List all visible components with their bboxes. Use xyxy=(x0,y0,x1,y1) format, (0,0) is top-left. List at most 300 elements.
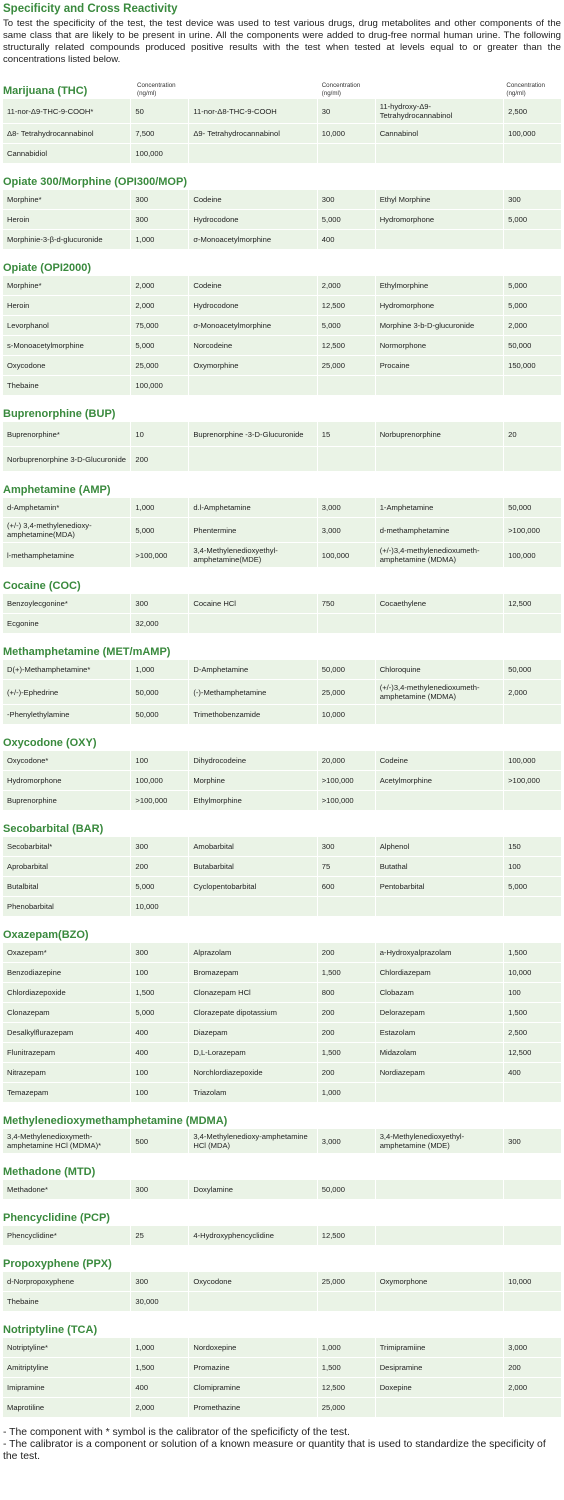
table-row xyxy=(3,857,561,876)
compound-name-cell: Nordoxepine xyxy=(189,1338,316,1357)
compound-name-cell: Δ9- Tetrahydrocannabinol xyxy=(189,124,316,143)
concentration-cell: 300 xyxy=(318,837,375,856)
concentration-cell xyxy=(504,447,561,471)
compound-name-cell: Levorphanol xyxy=(3,316,130,335)
compound-name-cell: Δ8- Tetrahydrocannabinol xyxy=(3,124,130,143)
compound-name-cell: Benzoylecgonine* xyxy=(3,594,130,613)
concentration-cell: 25,000 xyxy=(318,1272,375,1291)
compound-name-cell: Flunitrazepam xyxy=(3,1043,130,1062)
concentration-cell: 25,000 xyxy=(131,356,188,375)
concentration-cell: 2,500 xyxy=(504,99,561,123)
compound-name-cell xyxy=(189,144,316,163)
compound-name-cell: Temazepam xyxy=(3,1083,130,1102)
compound-name-cell: Ethylmorphine xyxy=(376,276,503,295)
concentration-cell xyxy=(504,230,561,249)
concentration-cell: >100,000 xyxy=(504,771,561,790)
compound-name-cell: s-Monoacetylmorphine xyxy=(3,336,130,355)
compound-name-cell xyxy=(376,1083,503,1102)
compound-name-cell: Thebaine xyxy=(3,376,130,395)
table-row xyxy=(3,356,561,375)
compound-name-cell xyxy=(376,447,503,471)
table-row xyxy=(3,1358,561,1377)
table-row xyxy=(3,1338,561,1357)
compound-name-cell: Heroin xyxy=(3,210,130,229)
table-row xyxy=(3,1226,561,1245)
concentration-cell: 1,500 xyxy=(318,1358,375,1377)
compound-name-cell: Butalbital xyxy=(3,877,130,896)
concentration-cell xyxy=(318,1292,375,1311)
section-header xyxy=(3,401,561,421)
concentration-header: Concentration (ng/ml) xyxy=(506,82,545,97)
compound-name-cell: Oxycodone xyxy=(3,356,130,375)
concentration-cell: 300 xyxy=(131,1272,188,1291)
table-row xyxy=(3,614,561,633)
compound-name-cell: 3,4-Methylenedioxy-amphetamine HCl (MDA) xyxy=(189,1129,316,1153)
concentration-cell: 2,500 xyxy=(504,1023,561,1042)
table-row xyxy=(3,210,561,229)
concentration-cell: 200 xyxy=(318,1003,375,1022)
compound-name-cell: Alphenol xyxy=(376,837,503,856)
table-row xyxy=(3,1003,561,1022)
section-title: Phencyclidine (PCP) xyxy=(3,1212,110,1224)
compound-name-cell: -Phenylethylamine xyxy=(3,705,130,724)
compound-name-cell: Procaine xyxy=(376,356,503,375)
concentration-cell: 12,500 xyxy=(318,1226,375,1245)
compound-name-cell: Chlordiazepam xyxy=(376,963,503,982)
table-row xyxy=(3,983,561,1002)
compound-name-cell: d-methamphetamine xyxy=(376,518,503,542)
compound-name-cell: Secobarbital* xyxy=(3,837,130,856)
section-title: Opiate 300/Morphine (OPI300/MOP) xyxy=(3,176,187,188)
compound-name-cell xyxy=(376,897,503,916)
compound-name-cell: Bromazepam xyxy=(189,963,316,982)
concentration-cell: 12,500 xyxy=(504,1043,561,1062)
section-header xyxy=(3,922,561,942)
drug-section xyxy=(3,816,561,916)
concentration-cell: 2,000 xyxy=(504,316,561,335)
compound-name-cell: d-Amphetamin* xyxy=(3,498,130,517)
table-row xyxy=(3,791,561,810)
compound-name-cell: Hydromorphone xyxy=(376,210,503,229)
compound-name-cell: Triazolam xyxy=(189,1083,316,1102)
section-header xyxy=(3,169,561,189)
concentration-cell: 5,000 xyxy=(504,296,561,315)
concentration-cell: 100,000 xyxy=(131,144,188,163)
concentration-cell: 5,000 xyxy=(504,877,561,896)
concentration-cell: 3,000 xyxy=(318,498,375,517)
concentration-cell: 2,000 xyxy=(131,296,188,315)
concentration-cell: 5,000 xyxy=(131,518,188,542)
compound-name-cell: Nordiazepam xyxy=(376,1063,503,1082)
table-row xyxy=(3,376,561,395)
drug-section xyxy=(3,573,561,633)
compound-name-cell: Pentobarbital xyxy=(376,877,503,896)
table-row xyxy=(3,1378,561,1397)
concentration-cell: 400 xyxy=(131,1043,188,1062)
concentration-cell: 400 xyxy=(131,1378,188,1397)
table-row xyxy=(3,897,561,916)
compound-name-cell: 11-nor-Δ9-THC-9-COOH* xyxy=(3,99,130,123)
compound-name-cell: 3,4-Methylenedioxymeth-amphetamine HCl (MDMA)* xyxy=(3,1129,130,1153)
concentration-cell: 200 xyxy=(131,857,188,876)
table-row xyxy=(3,498,561,517)
section-header xyxy=(3,639,561,659)
concentration-cell: 12,500 xyxy=(318,1378,375,1397)
concentration-cell: 10,000 xyxy=(318,124,375,143)
table-row xyxy=(3,771,561,790)
compound-name-cell: Acetylmorphine xyxy=(376,771,503,790)
section-header xyxy=(3,816,561,836)
concentration-cell: 100,000 xyxy=(318,543,375,567)
compound-name-cell xyxy=(376,1226,503,1245)
compound-name-cell: Promethazine xyxy=(189,1398,316,1417)
concentration-cell: 100 xyxy=(131,751,188,770)
compound-name-cell: Notriptyline* xyxy=(3,1338,130,1357)
section-header xyxy=(3,730,561,750)
compound-name-cell: Cyclopentobarbital xyxy=(189,877,316,896)
concentration-cell: >100,000 xyxy=(318,791,375,810)
drug-section xyxy=(3,72,561,163)
table-row xyxy=(3,1272,561,1291)
compound-name-cell: l-methamphetamine xyxy=(3,543,130,567)
compound-name-cell: Amitriptyline xyxy=(3,1358,130,1377)
concentration-cell: 500 xyxy=(131,1129,188,1153)
compound-name-cell: (+/-)-Ephedrine xyxy=(3,680,130,704)
drug-section xyxy=(3,1251,561,1311)
compound-name-cell: Norbuprenorphine xyxy=(376,422,503,446)
compound-name-cell: Clomipramine xyxy=(189,1378,316,1397)
compound-name-cell: Midazolam xyxy=(376,1043,503,1062)
concentration-cell: 10,000 xyxy=(504,1272,561,1291)
concentration-cell: 50,000 xyxy=(131,705,188,724)
compound-name-cell: Phencyclidine* xyxy=(3,1226,130,1245)
concentration-cell: 5,000 xyxy=(131,336,188,355)
compound-name-cell: Hydromorphone xyxy=(3,771,130,790)
compound-name-cell: Clonazepam xyxy=(3,1003,130,1022)
table-row xyxy=(3,1063,561,1082)
concentration-cell: >100,000 xyxy=(318,771,375,790)
concentration-cell xyxy=(504,1083,561,1102)
concentration-cell: 300 xyxy=(131,943,188,962)
concentration-cell: 300 xyxy=(504,1129,561,1153)
table-row xyxy=(3,943,561,962)
concentration-cell: 1,000 xyxy=(131,498,188,517)
concentration-cell: 10,000 xyxy=(504,963,561,982)
concentration-cell: 100 xyxy=(131,1083,188,1102)
concentration-cell: 100,000 xyxy=(504,124,561,143)
table-row xyxy=(3,1043,561,1062)
concentration-cell: 20 xyxy=(504,422,561,446)
concentration-cell: 300 xyxy=(131,837,188,856)
section-title: Methadone (MTD) xyxy=(3,1166,96,1178)
concentration-cell: 800 xyxy=(318,983,375,1002)
table-row xyxy=(3,1129,561,1153)
compound-name-cell: Oxymorphone xyxy=(376,1272,503,1291)
concentration-cell: 1,500 xyxy=(318,1043,375,1062)
compound-name-cell: Cannabinol xyxy=(376,124,503,143)
table-row xyxy=(3,963,561,982)
concentration-cell: 25,000 xyxy=(318,356,375,375)
concentration-cell: 1,500 xyxy=(504,943,561,962)
table-row xyxy=(3,124,561,143)
compound-name-cell: Imipramine xyxy=(3,1378,130,1397)
concentration-cell: 50,000 xyxy=(131,680,188,704)
concentration-cell: 200 xyxy=(504,1358,561,1377)
compound-name-cell: 11-nor-Δ8-THC-9-COOH xyxy=(189,99,316,123)
compound-name-cell: Butabarbital xyxy=(189,857,316,876)
section-header xyxy=(3,1108,561,1128)
concentration-cell: 3,000 xyxy=(504,1338,561,1357)
table-row xyxy=(3,543,561,567)
compound-name-cell: Cocaine HCl xyxy=(189,594,316,613)
compound-name-cell: Oxazepam* xyxy=(3,943,130,962)
compound-name-cell: D,L-Lorazepam xyxy=(189,1043,316,1062)
concentration-cell: 1,500 xyxy=(318,963,375,982)
section-title: Amphetamine (AMP) xyxy=(3,484,111,496)
section-header xyxy=(3,1159,561,1179)
section-title: Cocaine (COC) xyxy=(3,580,81,592)
concentration-cell: 400 xyxy=(318,230,375,249)
concentration-cell: 25 xyxy=(131,1226,188,1245)
concentration-cell: 300 xyxy=(131,1180,188,1199)
compound-name-cell: Norchlordiazepoxide xyxy=(189,1063,316,1082)
concentration-cell xyxy=(318,447,375,471)
compound-name-cell: Cannabidiol xyxy=(3,144,130,163)
compound-name-cell xyxy=(376,705,503,724)
table-row xyxy=(3,660,561,679)
compound-name-cell: Trimipramiine xyxy=(376,1338,503,1357)
compound-name-cell: Codeine xyxy=(189,190,316,209)
drug-section xyxy=(3,1108,561,1153)
section-header xyxy=(3,72,561,98)
compound-name-cell: d.l-Amphetamine xyxy=(189,498,316,517)
concentration-cell: 3,000 xyxy=(318,518,375,542)
compound-name-cell: Doxepine xyxy=(376,1378,503,1397)
compound-name-cell: a-Hydroxyalprazolam xyxy=(376,943,503,962)
section-title: Marijuana (THC) xyxy=(3,85,88,97)
compound-name-cell xyxy=(376,1292,503,1311)
compound-name-cell: Codeine xyxy=(189,276,316,295)
concentration-cell: 3,000 xyxy=(318,1129,375,1153)
concentration-cell: 1,000 xyxy=(131,660,188,679)
section-header xyxy=(3,477,561,497)
concentration-cell: 5,000 xyxy=(504,210,561,229)
compound-name-cell: Heroin xyxy=(3,296,130,315)
table-row xyxy=(3,1398,561,1417)
concentration-cell: 600 xyxy=(318,877,375,896)
compound-name-cell: Hydrocodone xyxy=(189,210,316,229)
concentration-cell: 10 xyxy=(131,422,188,446)
concentration-cell: 25,000 xyxy=(318,1398,375,1417)
concentration-cell: 32,000 xyxy=(131,614,188,633)
concentration-cell: 5,000 xyxy=(318,210,375,229)
section-header xyxy=(3,573,561,593)
compound-name-cell: Oxycodone xyxy=(189,1272,316,1291)
table-row xyxy=(3,518,561,542)
compound-name-cell: Estazolam xyxy=(376,1023,503,1042)
compound-name-cell: (+/-) 3,4-methylenedioxy-amphetamine(MDA) xyxy=(3,518,130,542)
drug-section xyxy=(3,922,561,1102)
compound-name-cell: Oxycodone* xyxy=(3,751,130,770)
compound-name-cell: Clorazepate dipotassium xyxy=(189,1003,316,1022)
concentration-cell: 5,000 xyxy=(131,877,188,896)
concentration-cell: 2,000 xyxy=(131,276,188,295)
compound-name-cell xyxy=(376,1180,503,1199)
compound-name-cell: Benzodiazepine xyxy=(3,963,130,982)
section-header xyxy=(3,1317,561,1337)
compound-name-cell: Buprenorphine* xyxy=(3,422,130,446)
concentration-cell: 1,000 xyxy=(318,1338,375,1357)
concentration-cell: 5,000 xyxy=(318,316,375,335)
concentration-cell: 50,000 xyxy=(318,660,375,679)
compound-name-cell xyxy=(189,897,316,916)
compound-name-cell: (+/-)3,4-methylenedioxumeth-amphetamine (MDMA) xyxy=(376,680,503,704)
compound-name-cell: Diazepam xyxy=(189,1023,316,1042)
concentration-cell: 200 xyxy=(131,447,188,471)
concentration-cell: 5,000 xyxy=(131,1003,188,1022)
concentration-cell: 5,000 xyxy=(504,276,561,295)
compound-name-cell: Chlordiazepoxide xyxy=(3,983,130,1002)
compound-name-cell: Aprobarbital xyxy=(3,857,130,876)
concentration-cell: 2,000 xyxy=(504,680,561,704)
drug-section xyxy=(3,1159,561,1199)
concentration-cell: 30,000 xyxy=(131,1292,188,1311)
table-row xyxy=(3,422,561,446)
concentration-cell: 75,000 xyxy=(131,316,188,335)
concentration-cell: 100,000 xyxy=(131,771,188,790)
drug-section xyxy=(3,1317,561,1417)
table-row xyxy=(3,837,561,856)
section-title: Secobarbital (BAR) xyxy=(3,823,104,835)
compound-name-cell: Dihydrocodeine xyxy=(189,751,316,770)
compound-name-cell: D-Amphetamine xyxy=(189,660,316,679)
concentration-cell xyxy=(504,897,561,916)
compound-name-cell: σ-Monoacetylmorphine xyxy=(189,316,316,335)
compound-name-cell: Oxymorphine xyxy=(189,356,316,375)
drug-section xyxy=(3,639,561,724)
concentration-cell: 400 xyxy=(504,1063,561,1082)
concentration-cell xyxy=(504,376,561,395)
section-title: Methylenedioxymethamphetamine (MDMA) xyxy=(3,1115,228,1127)
concentration-cell: 2,000 xyxy=(131,1398,188,1417)
concentration-cell: 100 xyxy=(131,1063,188,1082)
concentration-cell: 10,000 xyxy=(318,705,375,724)
drug-section xyxy=(3,169,561,249)
compound-name-cell xyxy=(376,1398,503,1417)
footnotes xyxy=(3,1427,561,1463)
compound-name-cell: 3,4-Methylenedioxyethyl-amphetamine(MDE) xyxy=(189,543,316,567)
concentration-cell: 20,000 xyxy=(318,751,375,770)
concentration-cell: 1,000 xyxy=(318,1083,375,1102)
concentration-cell: 2,000 xyxy=(318,276,375,295)
table-row xyxy=(3,296,561,315)
table-row xyxy=(3,594,561,613)
compound-name-cell: 1-Amphetamine xyxy=(376,498,503,517)
concentration-cell xyxy=(318,897,375,916)
page-title: Specificity and Cross Reactivity xyxy=(3,3,178,15)
compound-name-cell: Morphine* xyxy=(3,190,130,209)
compound-name-cell: Alprazolam xyxy=(189,943,316,962)
concentration-cell: 300 xyxy=(131,210,188,229)
compound-name-cell: Butathal xyxy=(376,857,503,876)
concentration-cell xyxy=(504,1398,561,1417)
table-row xyxy=(3,680,561,704)
concentration-cell: 1,500 xyxy=(131,983,188,1002)
compound-name-cell: Buprenorphine xyxy=(3,791,130,810)
table-row xyxy=(3,447,561,471)
footnote: - The component with * symbol is the calibrator of the speficificty of the test. xyxy=(3,1427,350,1438)
concentration-header: Concentration (ng/ml) xyxy=(321,82,361,97)
table-row xyxy=(3,336,561,355)
compound-name-cell xyxy=(376,230,503,249)
compound-name-cell: Desalkylflurazepam xyxy=(3,1023,130,1042)
intro-paragraph: To test the specificity of the test, the test device was used to test various drugs, drug metabolites and other components of the same class that are likely to be present in urine. All the components were added to drug-free normal human urine. The following structurally related compounds produced positive results with the test when tested at levels equal to or greater than the concentrations listed below. xyxy=(3,18,561,65)
compound-name-cell: Maprotiline xyxy=(3,1398,130,1417)
compound-name-cell: Delorazepam xyxy=(376,1003,503,1022)
compound-name-cell: σ-Monoacetylmorphine xyxy=(189,230,316,249)
concentration-cell: 150,000 xyxy=(504,356,561,375)
concentration-cell xyxy=(318,614,375,633)
compound-name-cell: (+/-)3,4-methylenedioxumeth-amphetamine (MDMA) xyxy=(376,543,503,567)
drug-section xyxy=(3,477,561,567)
concentration-cell: 100 xyxy=(504,983,561,1002)
drug-section xyxy=(3,401,561,471)
concentration-cell: 50,000 xyxy=(318,1180,375,1199)
section-title: Methamphetamine (MET/mAMP) xyxy=(3,646,171,658)
section-header xyxy=(3,1205,561,1225)
concentration-cell: 50,000 xyxy=(504,498,561,517)
section-title: Oxazepam(BZO) xyxy=(3,929,89,941)
concentration-cell: 1,500 xyxy=(504,1003,561,1022)
compound-name-cell: Ethyl Morphine xyxy=(376,190,503,209)
compound-name-cell: Doxylamine xyxy=(189,1180,316,1199)
concentration-cell: 150 xyxy=(504,837,561,856)
concentration-cell xyxy=(504,1180,561,1199)
compound-name-cell: Codeine xyxy=(376,751,503,770)
compound-name-cell xyxy=(189,1292,316,1311)
table-row xyxy=(3,1292,561,1311)
table-row xyxy=(3,1180,561,1199)
compound-name-cell: 11-hydroxy-Δ9-Tetrahydrocannabinol xyxy=(376,99,503,123)
concentration-cell xyxy=(504,1226,561,1245)
section-title: Opiate (OPI2000) xyxy=(3,262,92,274)
concentration-cell: 15 xyxy=(318,422,375,446)
concentration-cell: 12,500 xyxy=(318,296,375,315)
concentration-cell: >100,000 xyxy=(504,518,561,542)
compound-name-cell xyxy=(376,791,503,810)
compound-name-cell: Promazine xyxy=(189,1358,316,1377)
concentration-cell xyxy=(504,614,561,633)
compound-name-cell: Cocaethylene xyxy=(376,594,503,613)
concentration-cell: 100,000 xyxy=(131,376,188,395)
concentration-cell: >100,000 xyxy=(131,791,188,810)
drug-section xyxy=(3,255,561,395)
compound-name-cell: d-Norpropoxyphene xyxy=(3,1272,130,1291)
compound-name-cell: Morphine* xyxy=(3,276,130,295)
concentration-cell xyxy=(504,144,561,163)
concentration-cell: 50 xyxy=(131,99,188,123)
section-title: Propoxyphene (PPX) xyxy=(3,1258,112,1270)
compound-name-cell: Norcodeine xyxy=(189,336,316,355)
table-row xyxy=(3,99,561,123)
compound-name-cell: D(+)-Methamphetamine* xyxy=(3,660,130,679)
compound-name-cell: Ecgonine xyxy=(3,614,130,633)
compound-name-cell: Hydromorphone xyxy=(376,296,503,315)
concentration-cell: 50,000 xyxy=(504,660,561,679)
compound-name-cell xyxy=(189,614,316,633)
concentration-cell xyxy=(504,1292,561,1311)
concentration-cell: 100 xyxy=(504,857,561,876)
